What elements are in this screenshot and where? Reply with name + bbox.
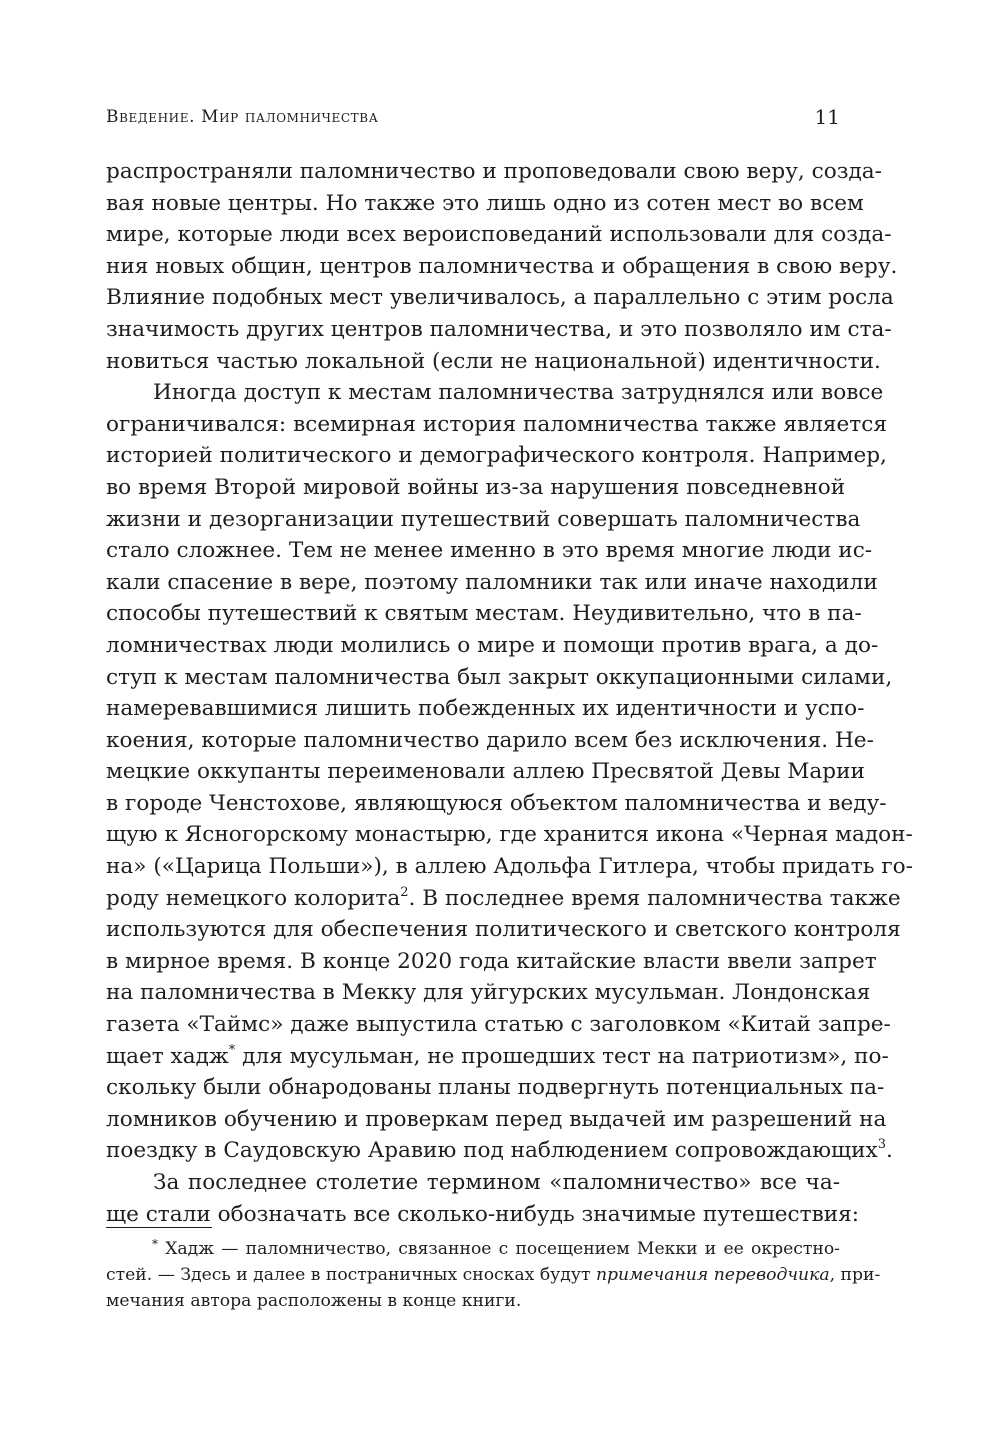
footnote-rule [106,1227,212,1228]
footnote-line [106,1262,881,1288]
text-line: на паломничества в Мекку для уйгурских мусульман. Лондонская [106,980,871,1006]
footnote-ref: * [228,1042,236,1058]
text-line [106,1041,889,1073]
text-line: намеревавшимися лишить побежденных их идентичности и успо- [106,696,865,722]
text-line: мире, которые люди всех вероисповеданий использовали для созда- [106,222,892,248]
text-line: во время Второй мировой войны из-за нарушения повседневной [106,474,846,500]
text-segment: . В последнее время паломничества также [408,885,901,911]
text-line: используются для обеспечения политического и светского контроля [106,917,901,943]
text-segment: щает хадж [106,1043,229,1069]
text-line: значимость других центров паломничества, и это позволяло им ста- [106,316,892,342]
text-line: щую к Ясногорскому монастырю, где хранится икона «Черная мадон- [106,822,913,848]
running-title: Введение. Мир паломничества [106,107,379,127]
text-line: скольку были обнародованы планы подвергнуть потенциальных па- [106,1075,885,1101]
text-line: ния новых общин, центров паломничества и обращения в свою веру. [106,253,898,279]
text-line: новиться частью локальной (если не национальной) идентичности. [106,348,881,374]
footnote-text: Хадж — паломничество, связанное с посещением Мекки и ее окрестно- [158,1239,840,1259]
text-line: За последнее столетие термином «паломничество» все ча- [153,1170,840,1195]
text-line: историей политического и демографического контроля. Например, [106,443,887,469]
text-line: Влияние подобных мест увеличивалось, а параллельно с этим росла [106,285,894,311]
footnote-text: , при- [829,1265,881,1285]
running-head [106,104,840,130]
text-line [106,1135,893,1167]
text-line: ломников обучению и проверкам перед выдачей им разрешений на [106,1106,887,1132]
text-line: в городе Ченстохове, являющуюся объектом паломничества и веду- [106,790,887,816]
endnote-ref: 3 [877,1137,886,1153]
footnote-line: мечания автора расположены в конце книги. [106,1291,522,1311]
text-line: ще стали обозначать все сколько-нибудь значимые путешествия: [106,1201,860,1227]
body-text [106,156,913,1230]
text-line: способы путешествий к святым местам. Неудивительно, что в па- [106,601,862,627]
footnote-line [106,1236,840,1262]
text-line: жизни и дезорганизации путешествий совершать паломничества [106,506,861,532]
text-segment: поездку в Саудовскую Аравию под наблюдением сопровождающих [106,1138,878,1164]
text-line: коения, которые паломничество дарило всем без исключения. Не- [106,727,874,753]
text-line: ступ к местам паломничества был закрыт оккупационными силами, [106,664,893,690]
text-line: на» («Царица Польши»), в аллею Адольфа Гитлера, чтобы придать го- [106,854,913,880]
text-line: в мирное время. В конце 2020 года китайские власти ввели запрет [106,948,877,974]
footnote-mark: * [152,1237,158,1251]
text-line: мецкие оккупанты переименовали аллею Пресвятой Девы Марии [106,759,865,785]
footnote-text: стей. — Здесь и далее в постраничных сносках будут [106,1265,596,1285]
page-number: 11 [814,105,840,129]
text-line: Иногда доступ к местам паломничества затруднялся или вовсе [153,380,884,406]
text-segment: роду немецкого колорита [106,885,401,911]
text-line: ограничивался: всемирная история паломничества также является [106,411,887,437]
text-line: стало сложнее. Тем не менее именно в это время многие люди ис- [106,538,873,564]
text-segment: . [885,1138,893,1164]
text-line: газета «Таймс» даже выпустила статью с заголовком «Китай запре- [106,1012,891,1038]
text-segment: для мусульман, не прошедших тест на патриотизм», по- [235,1043,889,1069]
text-line: вая новые центры. Но также это лишь одно из сотен мест во всем [106,190,864,216]
text-line: ломничествах люди молились о мире и помощи против врага, а до- [106,632,879,658]
endnote-ref: 2 [400,884,409,900]
text-line: распространяли паломничество и проповедовали свою веру, созда- [106,159,882,184]
text-line [106,883,901,915]
text-line: кали спасение в вере, поэтому паломники так или иначе находили [106,569,878,595]
footnotes [106,1236,881,1314]
footnote-emphasis: примечания переводчика [595,1265,830,1285]
